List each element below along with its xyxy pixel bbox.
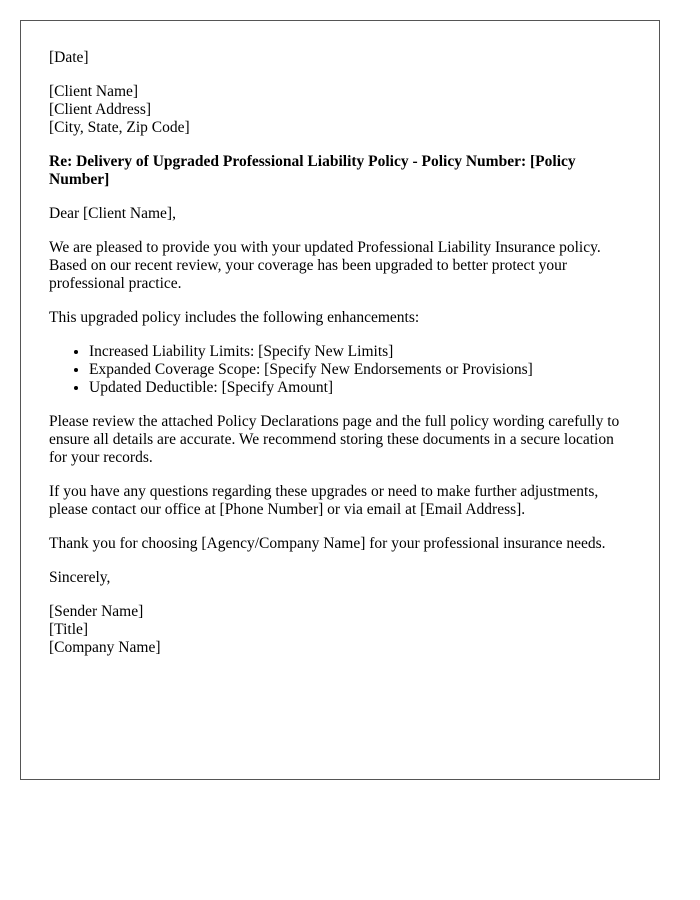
thanks-paragraph: Thank you for choosing [Agency/Company Name] for your professional insurance needs.	[49, 535, 606, 552]
closing: Sincerely,	[49, 569, 111, 586]
sender-company: [Company Name]	[49, 639, 161, 656]
sender-name: [Sender Name]	[49, 603, 144, 620]
enhancements-intro: This upgraded policy includes the following enhancements:	[49, 309, 420, 326]
recipient-block	[49, 83, 631, 137]
letter-page	[20, 20, 660, 780]
recipient-name: [Client Name]	[49, 83, 139, 100]
letter-date: [Date]	[49, 49, 89, 66]
questions-paragraph: If you have any questions regarding these upgrades or need to make further adjustments, please contact our office at [Phone Number] or via email at [Email Address].	[49, 483, 599, 518]
sender-title: [Title]	[49, 621, 89, 638]
list-item: • Increased Liability Limits: [Specify New Limits]	[89, 343, 631, 361]
signature-block	[49, 603, 631, 657]
enhancements-list	[49, 343, 631, 397]
list-item: • Updated Deductible: [Specify Amount]	[89, 379, 631, 397]
recipient-address: [Client Address]	[49, 101, 152, 118]
recipient-city-state-zip: [City, State, Zip Code]	[49, 119, 190, 136]
intro-paragraph: We are pleased to provide you with your updated Professional Liability Insurance policy. Based on our recent review, your coverage has been upgraded to better protect your professional practice.	[49, 239, 601, 292]
review-paragraph: Please review the attached Policy Declarations page and the full policy wording carefully to ensure all details are accurate. We recommend storing these documents in a secure location for your records.	[49, 413, 620, 466]
list-item: • Expanded Coverage Scope: [Specify New Endorsements or Provisions]	[89, 361, 631, 379]
salutation: Dear [Client Name],	[49, 205, 176, 222]
subject-line: Re: Delivery of Upgraded Professional Liability Policy - Policy Number: [Policy Number]	[49, 153, 576, 188]
